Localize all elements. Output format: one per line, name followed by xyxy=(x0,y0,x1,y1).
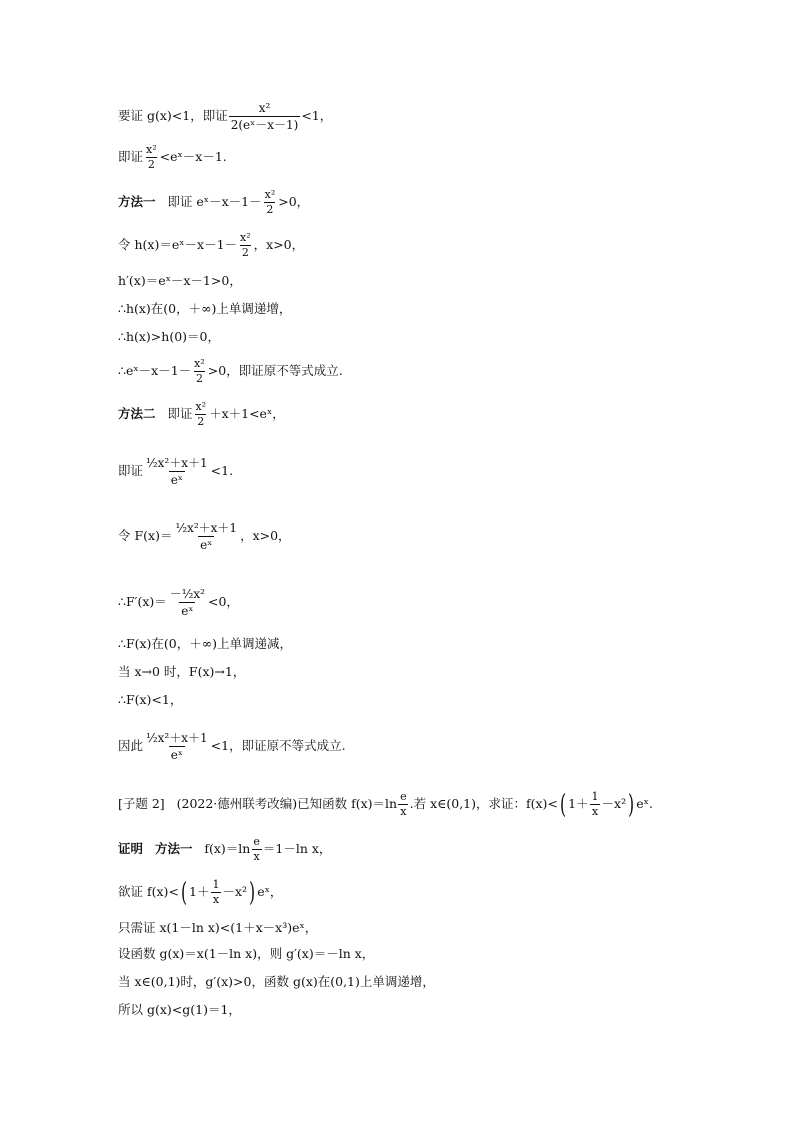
text: 因此 xyxy=(118,738,144,753)
numerator: ½x²＋x＋1 xyxy=(146,731,208,745)
text: 要证 g(x)<1，即证 xyxy=(118,108,228,123)
proof-line-23: 所以 g(x)<g(1)＝1， xyxy=(118,1002,241,1017)
text: 令 F(x)＝ xyxy=(118,528,173,543)
fraction xyxy=(168,586,207,619)
proof-line-7: ∴h(x)>h(0)＝0， xyxy=(118,329,220,344)
fraction xyxy=(398,790,409,819)
method-one-line xyxy=(118,188,309,217)
proof-line-6: ∴h(x)在(0，＋∞)上单调递增， xyxy=(118,301,292,316)
denominator: x xyxy=(591,805,599,818)
text: (2022·德州联考改编)已知函数 f(x)＝ln xyxy=(176,796,398,811)
text: 令 h(x)＝eˣ－x－1－ xyxy=(118,237,238,252)
proof-line-13: ∴F(x)在(0，＋∞)上单调递减， xyxy=(118,636,293,651)
denominator: x xyxy=(400,805,407,818)
numerator: x² xyxy=(240,231,251,244)
fraction xyxy=(211,878,222,907)
text: .若 x∈(0,1)，求证：f(x)< xyxy=(409,796,558,811)
right-paren: ) xyxy=(249,877,256,908)
numerator: x² xyxy=(264,188,276,201)
fraction xyxy=(193,400,208,429)
proof-line-1 xyxy=(118,100,332,133)
proof-line-22: 当 x∈(0,1)时，g′(x)>0，函数 g(x)在(0,1)上单调递增， xyxy=(118,974,435,989)
denominator: 2 xyxy=(147,158,155,171)
numerator: 1 xyxy=(212,878,220,891)
denominator: 2 xyxy=(195,372,203,385)
method-label: 方法一 xyxy=(154,841,193,856)
fraction xyxy=(144,730,210,763)
text: <1. xyxy=(210,463,234,478)
proof-line-4 xyxy=(118,231,304,260)
method-two-line xyxy=(118,400,285,429)
fraction xyxy=(590,790,601,819)
numerator: x² xyxy=(146,143,157,156)
proof-line-12 xyxy=(118,586,239,619)
denominator: 2 xyxy=(266,203,274,216)
denominator: eˣ xyxy=(170,473,183,487)
text: eˣ. xyxy=(636,796,653,811)
proof-line-14: 当 x→0 时，F(x)→1， xyxy=(118,664,246,679)
denominator: 2 xyxy=(241,246,249,259)
fraction xyxy=(192,357,207,386)
text: 即证 xyxy=(118,149,144,164)
fraction xyxy=(173,520,239,553)
proof-line-2 xyxy=(118,143,227,172)
proof-line-5: h′(x)＝eˣ－x－1>0， xyxy=(118,273,242,288)
text: <eˣ－x－1. xyxy=(159,149,227,164)
numerator: x² xyxy=(194,357,205,370)
proof-line-8 xyxy=(118,357,343,386)
subproblem-label: [子题 2] xyxy=(118,796,165,811)
numerator: e xyxy=(400,790,407,803)
fraction xyxy=(229,100,301,133)
numerator: x² xyxy=(258,101,271,115)
right-paren: ) xyxy=(628,789,635,820)
denominator: 2 xyxy=(197,415,205,428)
method-label: 方法二 xyxy=(118,406,156,421)
text: >0， xyxy=(278,194,310,209)
text: f(x)＝ln xyxy=(204,841,251,856)
proof-start-line xyxy=(118,835,331,864)
text: 1＋ xyxy=(189,884,210,899)
subproblem-2-statement xyxy=(118,790,653,819)
text: ∴eˣ－x－1－ xyxy=(118,363,192,378)
text: <1，即证原不等式成立. xyxy=(210,738,346,753)
fraction xyxy=(251,835,262,864)
method-label: 方法一 xyxy=(118,194,156,209)
text: ，x>0， xyxy=(253,237,305,252)
numerator: ½x²＋x＋1 xyxy=(146,456,208,470)
numerator: x² xyxy=(195,400,207,413)
text: ＝1－ln x， xyxy=(262,841,332,856)
denominator: x xyxy=(212,893,220,906)
numerator: －½x² xyxy=(169,587,205,601)
fraction xyxy=(144,143,159,172)
text: 即证 xyxy=(167,406,193,421)
fraction xyxy=(144,455,210,488)
text: ，x>0， xyxy=(240,528,291,543)
text: －x² xyxy=(222,884,248,899)
left-paren: ( xyxy=(559,789,567,820)
text: 即证 xyxy=(118,463,144,478)
denominator: 2(eˣ－x－1) xyxy=(230,118,299,132)
numerator: e xyxy=(253,835,260,848)
denominator: eˣ xyxy=(181,604,194,618)
proof-line-16 xyxy=(118,730,346,763)
proof-line-20: 只需证 x(1－ln x)<(1＋x－x³)eˣ， xyxy=(118,920,318,935)
proof-line-11 xyxy=(118,520,291,553)
proof-line-15: ∴F(x)<1， xyxy=(118,692,183,707)
text: >0，即证原不等式成立. xyxy=(207,363,343,378)
text: <0， xyxy=(208,594,239,609)
left-paren: ( xyxy=(180,877,188,908)
text: 欲证 f(x)< xyxy=(118,884,179,899)
fraction xyxy=(238,231,253,260)
denominator: eˣ xyxy=(200,538,213,552)
proof-line-19 xyxy=(118,878,282,907)
proof-line-21: 设函数 g(x)＝x(1－ln x)，则 g′(x)＝－ln x， xyxy=(118,946,375,961)
text: ∴F′(x)＝ xyxy=(118,594,167,609)
text: 1＋ xyxy=(568,796,589,811)
text: 即证 eˣ－x－1－ xyxy=(167,194,262,209)
text: <1， xyxy=(301,108,333,123)
text: －x² xyxy=(601,796,627,811)
proof-line-10 xyxy=(118,455,233,488)
numerator: 1 xyxy=(591,790,599,803)
fraction xyxy=(263,188,278,217)
proof-label: 证明 xyxy=(118,841,144,856)
denominator: x xyxy=(253,850,260,863)
text: ＋x＋1<eˣ， xyxy=(209,406,285,421)
denominator: eˣ xyxy=(170,748,183,762)
text: eˣ， xyxy=(257,884,283,899)
numerator: ½x²＋x＋1 xyxy=(175,521,238,535)
